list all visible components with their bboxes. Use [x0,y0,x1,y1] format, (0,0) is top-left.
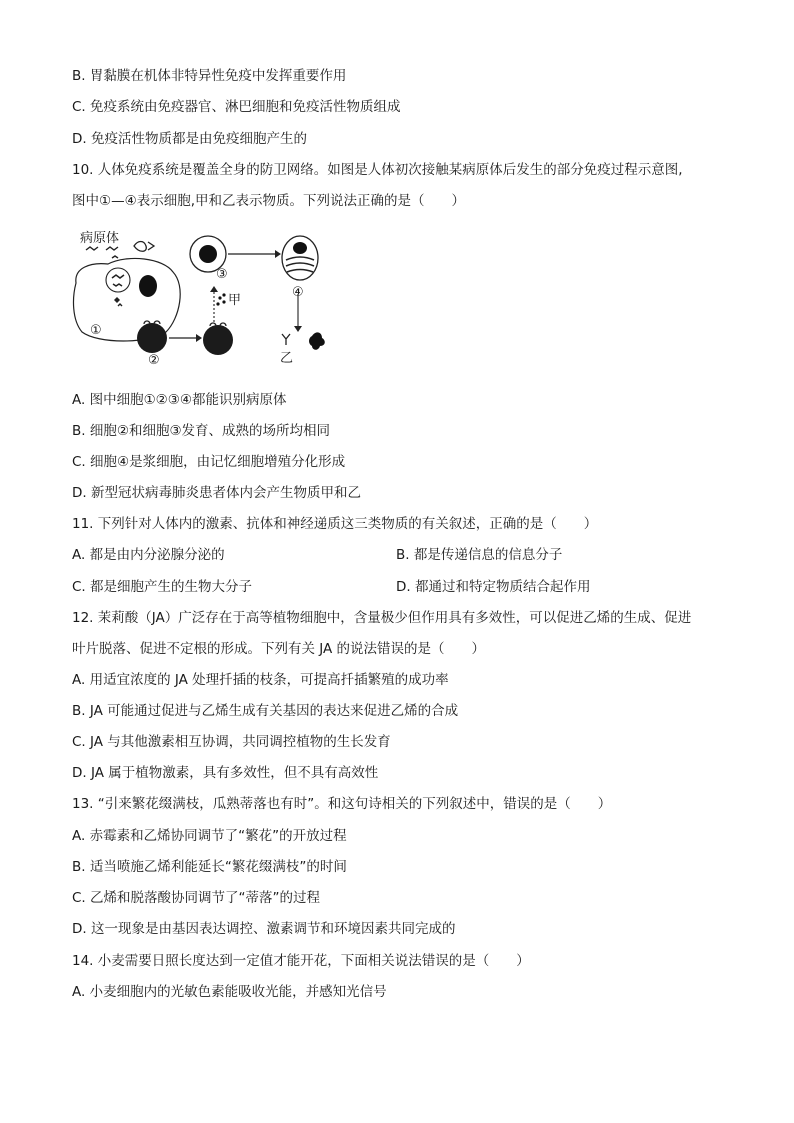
pathogen-icon [86,247,98,250]
q13-option-d: D. 这一现象是由基因表达调控、激素调节和环境因素共同完成的 [72,921,456,937]
q10-stem-line1: 10. 人体免疫系统是覆盖全身的防卫网络。如图是人体初次接触某病原体后发生的部分免疫过程示意图, [72,162,683,178]
q11-stem: 11. 下列针对人体内的激素、抗体和神经递质这三类物质的有关叙述，正确的是（ ） [72,516,598,532]
cell-4-label: ④ [292,285,304,300]
q9-option-d: D. 免疫活性物质都是由免疫细胞产生的 [72,131,307,147]
q13-stem: 13. “引来繁花缀满枝，瓜熟蒂落也有时”。和这句诗相关的下列叙述中，错误的是（ ） [72,796,612,812]
q12-option-b: B. JA 可能通过促进与乙烯生成有关基因的表达来促进乙烯的合成 [72,703,459,719]
q9-option-b: B. 胃黏膜在机体非特异性免疫中发挥重要作用 [72,68,347,84]
q12-option-a: A. 用适宜浓度的 JA 处理扦插的枝条，可提高扦插繁殖的成功率 [72,672,449,688]
q10-option-d: D. 新型冠状病毒肺炎患者体内会产生物质甲和乙 [72,485,361,501]
cell-1-label: ① [90,323,102,338]
substance-b-label: 乙 [280,351,294,366]
complex-icon [309,332,325,349]
q14-stem: 14. 小麦需要日照长度达到一定值才能开花，下面相关说法错误的是（ ） [72,953,530,969]
q12-option-c: C. JA 与其他激素相互协调，共同调控植物的生长发育 [72,734,391,750]
substance-a-dots [218,296,221,299]
q14-option-a: A. 小麦细胞内的光敏色素能吸收光能，并感知光信号 [72,984,387,1000]
q12-option-d: D. JA 属于植物激素，具有多效性，但不具有高效性 [72,765,379,781]
q13-option-c: C. 乙烯和脱落酸协同调节了“蒂落”的过程 [72,890,320,906]
antibody-icon [282,334,290,345]
engulfed-pathogen [112,275,124,278]
q10-option-a: A. 图中细胞①②③④都能识别病原体 [72,392,287,408]
vesicle [106,268,130,292]
q13-option-b: B. 适当喷施乙烯利能延长“繁花缀满枝”的时间 [72,859,347,875]
immune-diagram [68,228,338,373]
pathogen-label: 病原体 [80,231,120,246]
q12-stem-line1: 12. 茉莉酸（JA）广泛存在于高等植物细胞中，含量极少但作用具有多效性，可以促进乙烯的生成、促进 [72,610,692,626]
cell-1-nucleus [139,275,157,297]
q10-option-b: B. 细胞②和细胞③发育、成熟的场所均相同 [72,423,331,439]
q10-option-c: C. 细胞④是浆细胞，由记忆细胞增殖分化形成 [72,454,346,470]
q11-option-b: B. 都是传递信息的信息分子 [396,547,563,563]
q11-option-a: A. 都是由内分泌腺分泌的 [72,547,225,563]
q9-option-c: C. 免疫系统由免疫器官、淋巴细胞和免疫活性物质组成 [72,99,401,115]
immune-process-figure [68,228,338,373]
q10-stem-line2: 图中①—④表示细胞,甲和乙表示物质。下列说法正确的是（ ） [72,193,465,209]
q11-option-d: D. 都通过和特定物质结合起作用 [396,579,591,595]
substance-a-label: 甲 [228,293,242,308]
cell-2 [137,323,167,353]
q12-stem-line2: 叶片脱落、促进不定根的形成。下列有关 JA 的说法错误的是（ ） [72,641,486,657]
cell-3-label: ③ [216,267,228,282]
activated-t-cell [203,325,233,355]
q13-option-a: A. 赤霉素和乙烯协同调节了“繁花”的开放过程 [72,828,347,844]
q11-option-c: C. 都是细胞产生的生物大分子 [72,579,253,595]
cell-2-label: ② [148,353,160,368]
